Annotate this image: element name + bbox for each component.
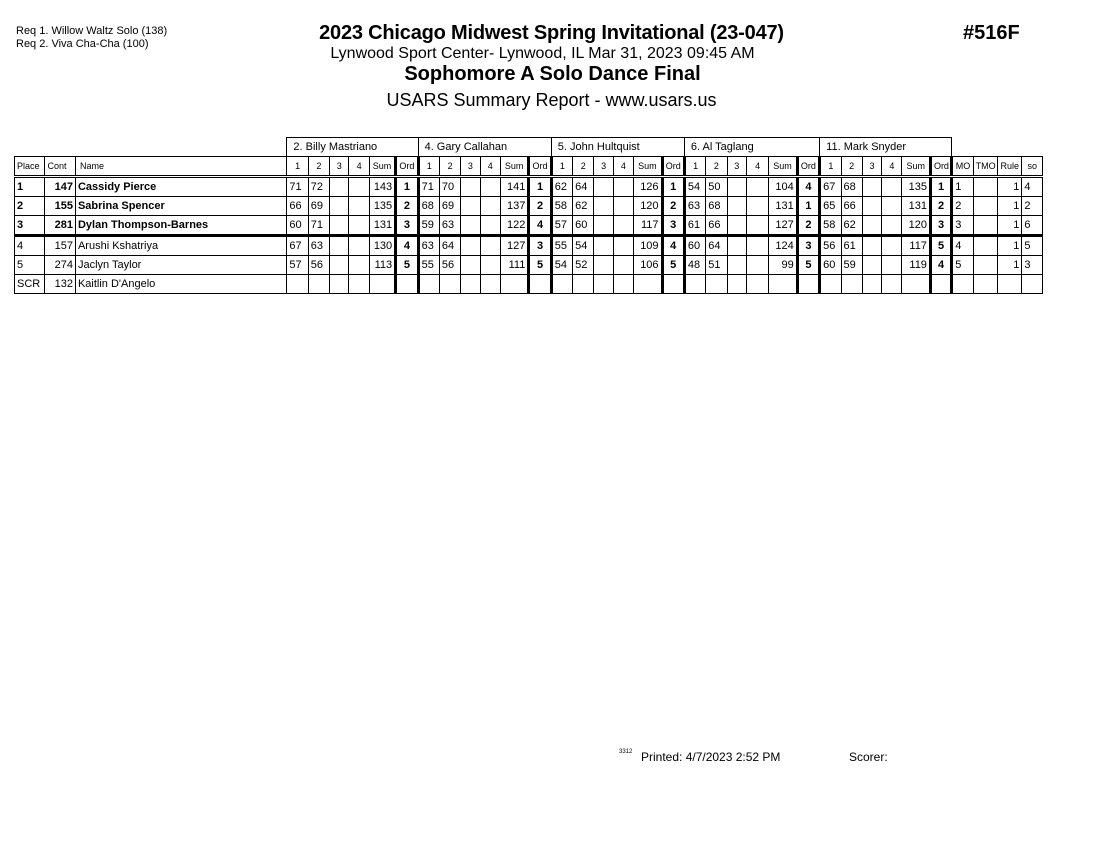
- place-cell: 5: [15, 255, 45, 274]
- score-cell: [461, 215, 480, 235]
- s1-column-header: 1: [287, 156, 308, 176]
- ordinal-cell: 3: [396, 215, 418, 235]
- ordinal-cell: [662, 274, 684, 293]
- sum-cell: 117: [634, 215, 662, 235]
- score-cell: [727, 215, 746, 235]
- mo-cell: 4: [952, 235, 973, 255]
- score-cell: [841, 274, 862, 293]
- score-cell: 64: [439, 235, 460, 255]
- sum-cell: 127: [769, 215, 797, 235]
- sum-cell: 111: [500, 255, 528, 274]
- ordinal-cell: 3: [930, 215, 951, 235]
- s3-column-header: 3: [727, 156, 746, 176]
- header-spacer: [15, 138, 287, 157]
- ordinal-cell: 1: [662, 176, 684, 196]
- s2-column-header: 2: [308, 156, 329, 176]
- score-cell: 64: [573, 176, 594, 196]
- table-row: [15, 176, 1043, 196]
- score-cell: [439, 274, 460, 293]
- score-cell: [746, 235, 768, 255]
- score-cell: [727, 274, 746, 293]
- score-cell: 69: [308, 196, 329, 215]
- table-row: [15, 255, 1043, 274]
- contestant-number-cell: 147: [45, 176, 75, 196]
- score-cell: [461, 274, 480, 293]
- place-column-header: Place: [15, 156, 45, 176]
- sum-column-header: Sum: [369, 156, 395, 176]
- ordinal-cell: 2: [797, 215, 819, 235]
- event-number: #516F: [963, 22, 1020, 44]
- ordinal-cell: 3: [662, 215, 684, 235]
- score-cell: [308, 274, 329, 293]
- score-cell: [613, 255, 633, 274]
- score-cell: [882, 255, 902, 274]
- skater-name-cell: Arushi Kshatriya: [75, 235, 286, 255]
- table-row: [15, 196, 1043, 215]
- score-cell: 63: [418, 235, 439, 255]
- score-cell: [480, 215, 500, 235]
- sum-cell: 131: [902, 196, 930, 215]
- score-cell: [882, 274, 902, 293]
- s1-column-header: 1: [684, 156, 705, 176]
- mo-cell: 2: [952, 196, 973, 215]
- score-cell: [330, 274, 349, 293]
- score-cell: 51: [706, 255, 727, 274]
- score-cell: [330, 176, 349, 196]
- score-cell: 54: [573, 235, 594, 255]
- score-cell: [418, 274, 439, 293]
- sum-cell: 117: [902, 235, 930, 255]
- sum-cell: 104: [769, 176, 797, 196]
- ord-column-header: Ord: [396, 156, 418, 176]
- sum-cell: 122: [500, 215, 528, 235]
- rule-cell: 1: [998, 255, 1022, 274]
- ordinal-cell: 5: [930, 235, 951, 255]
- score-cell: 59: [418, 215, 439, 235]
- sum-cell: [500, 274, 528, 293]
- score-cell: 60: [684, 235, 705, 255]
- s3-column-header: 3: [862, 156, 881, 176]
- score-cell: 68: [841, 176, 862, 196]
- s4-column-header: 4: [613, 156, 633, 176]
- sum-cell: [634, 274, 662, 293]
- score-cell: 63: [684, 196, 705, 215]
- skater-name-cell: Kaitlin D'Angelo: [75, 274, 286, 293]
- so-cell: 2: [1022, 196, 1043, 215]
- score-cell: 66: [841, 196, 862, 215]
- score-cell: 55: [418, 255, 439, 274]
- so-cell: 5: [1022, 235, 1043, 255]
- s1-column-header: 1: [551, 156, 572, 176]
- ordinal-cell: 3: [529, 235, 551, 255]
- sum-cell: 120: [902, 215, 930, 235]
- score-cell: 56: [439, 255, 460, 274]
- score-cell: 62: [551, 176, 572, 196]
- report-title: USARS Summary Report - www.usars.us: [386, 90, 717, 110]
- sum-cell: 137: [500, 196, 528, 215]
- mo-cell: [952, 274, 973, 293]
- ordinal-cell: 3: [797, 235, 819, 255]
- s4-column-header: 4: [882, 156, 902, 176]
- judge-name-header: 11. Mark Snyder: [820, 138, 952, 157]
- score-cell: 48: [684, 255, 705, 274]
- mo-column-header: MO: [952, 156, 973, 176]
- score-cell: [727, 255, 746, 274]
- tmo-column-header: TMO: [973, 156, 997, 176]
- ordinal-cell: 2: [930, 196, 951, 215]
- score-cell: [330, 215, 349, 235]
- sum-cell: [769, 274, 797, 293]
- score-cell: [330, 196, 349, 215]
- score-cell: [882, 196, 902, 215]
- sum-cell: 99: [769, 255, 797, 274]
- sum-cell: 126: [634, 176, 662, 196]
- s2-column-header: 2: [439, 156, 460, 176]
- s1-column-header: 1: [820, 156, 841, 176]
- score-cell: 72: [308, 176, 329, 196]
- score-cell: 56: [820, 235, 841, 255]
- score-cell: [594, 235, 613, 255]
- s2-column-header: 2: [706, 156, 727, 176]
- so-cell: [1022, 274, 1043, 293]
- score-cell: [573, 274, 594, 293]
- skater-name-cell: Jaclyn Taylor: [75, 255, 286, 274]
- sum-cell: 127: [500, 235, 528, 255]
- request-item: Req 1. Willow Waltz Solo (138): [16, 25, 168, 37]
- score-cell: [461, 255, 480, 274]
- s4-column-header: 4: [746, 156, 768, 176]
- sum-cell: 124: [769, 235, 797, 255]
- score-cell: 60: [287, 215, 308, 235]
- sum-cell: 135: [902, 176, 930, 196]
- ordinal-cell: 1: [930, 176, 951, 196]
- judge-name-header: 5. John Hultquist: [551, 138, 684, 157]
- score-cell: 68: [706, 196, 727, 215]
- place-cell: 2: [15, 196, 45, 215]
- score-cell: 71: [418, 176, 439, 196]
- score-cell: 68: [418, 196, 439, 215]
- score-cell: 60: [573, 215, 594, 235]
- score-cell: [727, 235, 746, 255]
- score-cell: 56: [308, 255, 329, 274]
- contestant-number-cell: 281: [45, 215, 75, 235]
- score-cell: 71: [308, 215, 329, 235]
- ordinal-cell: 5: [797, 255, 819, 274]
- score-cell: [330, 235, 349, 255]
- score-cell: [551, 274, 572, 293]
- score-cell: [594, 196, 613, 215]
- sum-column-header: Sum: [769, 156, 797, 176]
- score-cell: [594, 215, 613, 235]
- place-cell: SCR: [15, 274, 45, 293]
- ordinal-cell: 4: [662, 235, 684, 255]
- score-cell: [349, 255, 369, 274]
- tmo-cell: [973, 215, 997, 235]
- score-cell: 64: [706, 235, 727, 255]
- tmo-cell: [973, 196, 997, 215]
- rule-cell: 1: [998, 196, 1022, 215]
- sum-cell: 119: [902, 255, 930, 274]
- competition-title: 2023 Chicago Midwest Spring Invitational (23-047): [319, 22, 784, 44]
- score-cell: 57: [551, 215, 572, 235]
- s3-column-header: 3: [330, 156, 349, 176]
- sum-cell: 141: [500, 176, 528, 196]
- score-cell: [480, 176, 500, 196]
- score-cell: [613, 235, 633, 255]
- contestant-number-cell: 132: [45, 274, 75, 293]
- place-cell: 1: [15, 176, 45, 196]
- tmo-cell: [973, 235, 997, 255]
- ordinal-cell: 2: [662, 196, 684, 215]
- score-cell: [862, 215, 881, 235]
- sum-cell: 106: [634, 255, 662, 274]
- score-cell: [684, 274, 705, 293]
- judge-name-header: 4. Gary Callahan: [418, 138, 551, 157]
- score-cell: [349, 274, 369, 293]
- contestant-number-cell: 155: [45, 196, 75, 215]
- score-cell: [882, 176, 902, 196]
- s2-column-header: 2: [841, 156, 862, 176]
- place-cell: 3: [15, 215, 45, 235]
- sum-cell: 135: [369, 196, 395, 215]
- request-item: Req 2. Viva Cha-Cha (100): [16, 38, 149, 50]
- mo-cell: 1: [952, 176, 973, 196]
- sum-cell: [902, 274, 930, 293]
- ordinal-cell: 4: [930, 255, 951, 274]
- score-cell: 59: [841, 255, 862, 274]
- ord-column-header: Ord: [797, 156, 819, 176]
- ordinal-cell: [396, 274, 418, 293]
- place-cell: 4: [15, 235, 45, 255]
- rule-cell: 1: [998, 235, 1022, 255]
- score-cell: 63: [308, 235, 329, 255]
- score-cell: [727, 176, 746, 196]
- score-cell: [613, 196, 633, 215]
- judge-name-header: 2. Billy Mastriano: [287, 138, 418, 157]
- ord-column-header: Ord: [529, 156, 551, 176]
- skater-name-cell: Cassidy Pierce: [75, 176, 286, 196]
- score-cell: [746, 176, 768, 196]
- ordinal-cell: 4: [797, 176, 819, 196]
- score-cell: 70: [439, 176, 460, 196]
- header-spacer: [952, 138, 1043, 157]
- score-cell: [862, 235, 881, 255]
- score-cell: [862, 196, 881, 215]
- s2-column-header: 2: [573, 156, 594, 176]
- tmo-cell: [973, 176, 997, 196]
- score-cell: 66: [706, 215, 727, 235]
- score-cell: 65: [820, 196, 841, 215]
- so-cell: 3: [1022, 255, 1043, 274]
- score-cell: [746, 255, 768, 274]
- score-cell: [727, 196, 746, 215]
- sum-cell: 120: [634, 196, 662, 215]
- score-cell: 62: [841, 215, 862, 235]
- score-cell: 67: [820, 176, 841, 196]
- s4-column-header: 4: [480, 156, 500, 176]
- sum-column-header: Sum: [902, 156, 930, 176]
- tmo-cell: [973, 274, 997, 293]
- score-cell: [480, 196, 500, 215]
- score-cell: 60: [820, 255, 841, 274]
- rule-column-header: Rule: [998, 156, 1022, 176]
- score-cell: [613, 176, 633, 196]
- contestant-number-cell: 157: [45, 235, 75, 255]
- score-cell: [613, 274, 633, 293]
- score-cell: 63: [439, 215, 460, 235]
- score-cell: 54: [551, 255, 572, 274]
- mo-cell: 3: [952, 215, 973, 235]
- score-cell: 62: [573, 196, 594, 215]
- rule-cell: 1: [998, 215, 1022, 235]
- so-cell: 6: [1022, 215, 1043, 235]
- score-cell: 55: [551, 235, 572, 255]
- scorer-label: Scorer:: [849, 750, 888, 764]
- results-table: [14, 137, 1043, 294]
- score-cell: [746, 274, 768, 293]
- so-cell: 4: [1022, 176, 1043, 196]
- s1-column-header: 1: [418, 156, 439, 176]
- ordinal-cell: 4: [396, 235, 418, 255]
- sum-column-header: Sum: [500, 156, 528, 176]
- mo-cell: 5: [952, 255, 973, 274]
- ordinal-cell: 1: [396, 176, 418, 196]
- score-cell: 66: [287, 196, 308, 215]
- score-cell: [882, 215, 902, 235]
- score-cell: [461, 235, 480, 255]
- score-cell: [461, 176, 480, 196]
- ordinal-cell: 4: [529, 215, 551, 235]
- score-cell: 67: [287, 235, 308, 255]
- sum-cell: [369, 274, 395, 293]
- s4-column-header: 4: [349, 156, 369, 176]
- ordinal-cell: 1: [529, 176, 551, 196]
- score-cell: 71: [287, 176, 308, 196]
- score-cell: [746, 215, 768, 235]
- score-cell: 50: [706, 176, 727, 196]
- score-cell: 57: [287, 255, 308, 274]
- rule-cell: [998, 274, 1022, 293]
- ordinal-cell: 2: [529, 196, 551, 215]
- contestant-number-cell: 274: [45, 255, 75, 274]
- event-title: Sophomore A Solo Dance Final: [404, 63, 701, 85]
- tmo-cell: [973, 255, 997, 274]
- score-cell: [594, 274, 613, 293]
- sum-cell: 109: [634, 235, 662, 255]
- score-cell: [613, 215, 633, 235]
- ordinal-cell: 5: [529, 255, 551, 274]
- ordinal-cell: [797, 274, 819, 293]
- ordinal-cell: 5: [662, 255, 684, 274]
- score-cell: 58: [820, 215, 841, 235]
- s3-column-header: 3: [594, 156, 613, 176]
- score-cell: [330, 255, 349, 274]
- score-cell: 54: [684, 176, 705, 196]
- ordinal-cell: 1: [797, 196, 819, 215]
- score-cell: [594, 255, 613, 274]
- score-cell: [882, 235, 902, 255]
- score-cell: 52: [573, 255, 594, 274]
- score-cell: [480, 274, 500, 293]
- table-row: [15, 215, 1043, 235]
- ordinal-cell: [930, 274, 951, 293]
- printed-timestamp: Printed: 4/7/2023 2:52 PM: [641, 750, 781, 764]
- ordinal-cell: 5: [396, 255, 418, 274]
- rule-cell: 1: [998, 176, 1022, 196]
- s3-column-header: 3: [461, 156, 480, 176]
- ord-column-header: Ord: [662, 156, 684, 176]
- ord-column-header: Ord: [930, 156, 951, 176]
- sum-column-header: Sum: [634, 156, 662, 176]
- sum-cell: 130: [369, 235, 395, 255]
- score-cell: 69: [439, 196, 460, 215]
- score-cell: [706, 274, 727, 293]
- judge-header-row: [15, 138, 1043, 157]
- score-cell: [461, 196, 480, 215]
- score-cell: [820, 274, 841, 293]
- table-row: [15, 235, 1043, 255]
- sum-cell: 113: [369, 255, 395, 274]
- sum-cell: 131: [769, 196, 797, 215]
- score-cell: 58: [551, 196, 572, 215]
- table-row: [15, 274, 1043, 293]
- score-cell: 61: [684, 215, 705, 235]
- footer-code: 3312: [619, 749, 633, 755]
- score-cell: [746, 196, 768, 215]
- score-cell: [862, 274, 881, 293]
- score-cell: [349, 196, 369, 215]
- score-cell: [862, 255, 881, 274]
- judge-name-header: 6. Al Taglang: [684, 138, 819, 157]
- score-cell: [287, 274, 308, 293]
- skater-name-cell: Sabrina Spencer: [75, 196, 286, 215]
- ordinal-cell: [529, 274, 551, 293]
- sum-cell: 131: [369, 215, 395, 235]
- score-cell: [862, 176, 881, 196]
- score-cell: [349, 235, 369, 255]
- name-column-header: Name: [75, 156, 286, 176]
- score-cell: [594, 176, 613, 196]
- sum-cell: 143: [369, 176, 395, 196]
- venue-date-line: Lynwood Sport Center- Lynwood, IL Mar 31, 2023 09:45 AM: [330, 45, 755, 62]
- cont-column-header: Cont: [45, 156, 75, 176]
- score-cell: [349, 176, 369, 196]
- score-cell: [480, 235, 500, 255]
- skater-name-cell: Dylan Thompson-Barnes: [75, 215, 286, 235]
- so-column-header: so: [1022, 156, 1043, 176]
- column-header-row: [15, 156, 1043, 176]
- ordinal-cell: 2: [396, 196, 418, 215]
- score-cell: [349, 215, 369, 235]
- score-cell: [480, 255, 500, 274]
- score-cell: 61: [841, 235, 862, 255]
